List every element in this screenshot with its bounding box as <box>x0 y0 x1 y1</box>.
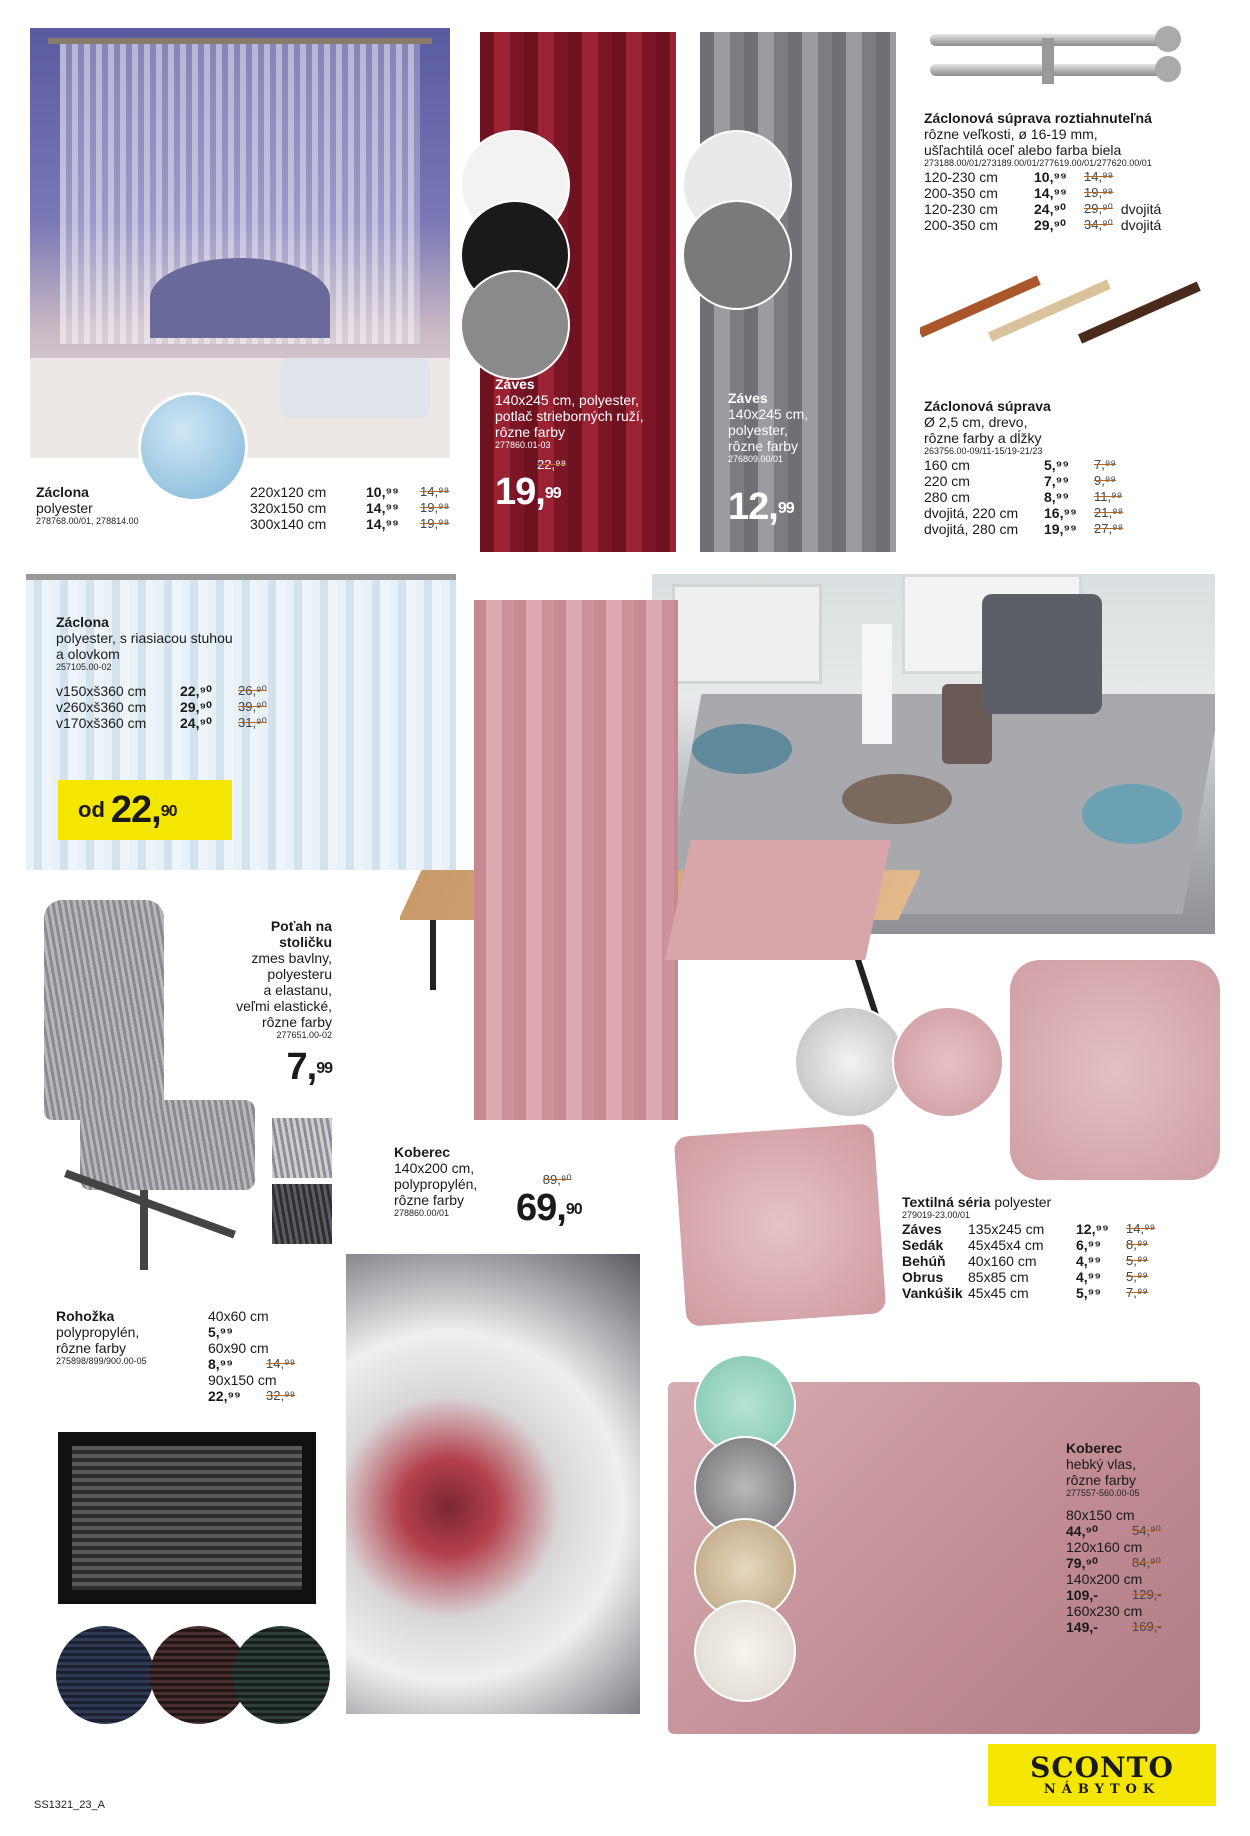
p1-price: 14,⁹⁹ <box>366 516 399 532</box>
p4-desc-2: ušľachtilá oceľ alebo farba biela <box>924 142 1122 158</box>
p6-size: v260xš360 cm <box>56 699 147 715</box>
p9-item-price: 12,⁹⁹ <box>1076 1221 1109 1237</box>
p7-line: rôzne farby <box>261 1014 332 1030</box>
p10-code: 275898/899/900.00-05 <box>56 1356 147 1366</box>
p10-size: 60x90 cm <box>208 1340 269 1356</box>
p5-price: 7,⁹⁹ <box>1044 473 1069 489</box>
curtain-lace-image <box>30 28 450 458</box>
p7-line: polyesteru <box>267 966 332 982</box>
p4-title: Záclonová súprava roztiahnuteľná <box>924 110 1152 126</box>
p3-info <box>728 390 808 527</box>
p5-desc-2: rôzne farby a dĺžky <box>924 430 1042 446</box>
p4-info <box>924 110 1161 233</box>
p4-price: 29,⁹⁰ <box>1034 217 1066 233</box>
p5-size: dvojitá, 280 cm <box>924 521 1019 537</box>
curtain-lace-swatch <box>138 392 248 502</box>
p6-price-big: 22,90 <box>110 789 177 831</box>
p9-code: 279019-23.00/01 <box>902 1210 971 1220</box>
p9-item-name: Behúň <box>902 1253 946 1269</box>
p5-price: 19,⁹⁹ <box>1044 521 1077 537</box>
p4-note: dvojitá <box>1120 201 1162 217</box>
sconto-sub: NÁBYTOK <box>1043 1781 1161 1797</box>
p11-size: 80x150 cm <box>1066 1507 1135 1523</box>
p4-old-price: 14,⁹⁹ <box>1084 169 1114 184</box>
p5-price: 5,⁹⁹ <box>1044 457 1069 473</box>
p1-size: 220x120 cm <box>250 484 327 500</box>
p1-price: 14,⁹⁹ <box>366 500 399 516</box>
p4-size: 200-350 cm <box>924 185 998 201</box>
p1-size: 320x150 cm <box>250 500 327 516</box>
p9-title-material: polyester <box>994 1194 1052 1210</box>
page-code: SS1321_23_A <box>34 1799 105 1811</box>
p8-price: 69,90 <box>516 1187 582 1229</box>
p6-size: v170xš360 cm <box>56 715 147 731</box>
p11-size: 120x160 cm <box>1066 1539 1143 1555</box>
p9-item-size: 45x45x4 cm <box>968 1237 1044 1253</box>
p10-size: 40x60 cm <box>208 1308 269 1324</box>
p5-desc-1: Ø 2,5 cm, drevo, <box>924 414 1028 430</box>
p7-code: 277651.00-02 <box>276 1030 332 1040</box>
p1-price: 10,⁹⁹ <box>366 484 399 500</box>
p8-title: Koberec <box>394 1144 451 1160</box>
rug-abstract-image <box>346 1254 640 1714</box>
p6-old-price: 39,⁹⁰ <box>238 699 267 714</box>
p4-price: 10,⁹⁹ <box>1034 169 1067 185</box>
p8-code: 278860.00/01 <box>394 1208 450 1218</box>
p5-old-price: 21,⁹⁹ <box>1094 505 1124 520</box>
p11-code: 277557-560.00-05 <box>1066 1488 1140 1498</box>
p9-title: Textilná séria <box>902 1194 991 1210</box>
p5-old-price: 11,⁹⁹ <box>1094 489 1123 504</box>
p5-size: dvojitá, 220 cm <box>924 505 1019 521</box>
p6-info <box>56 614 267 731</box>
p8-desc-3: rôzne farby <box>394 1192 465 1208</box>
chair-cover-swatch-light <box>272 1118 332 1178</box>
p2-code: 277860.01-03 <box>495 440 551 450</box>
p4-size: 200-350 cm <box>924 217 998 233</box>
seat-cushion-image <box>1010 960 1220 1180</box>
p9-item-price: 5,⁹⁹ <box>1076 1285 1101 1301</box>
p2-desc-1: 140x245 cm, polyester, <box>495 392 639 408</box>
pink-curtain-image <box>474 600 678 1120</box>
p7-title-2: stoličku <box>279 934 332 950</box>
p3-price: 12,99 <box>728 486 794 528</box>
p7-line: zmes bavlny, <box>251 950 332 966</box>
p11-old-price: 169,- <box>1132 1619 1162 1634</box>
p6-old-price: 26,⁹⁰ <box>238 683 267 698</box>
pattern-swatch-pink <box>892 1006 1004 1118</box>
p8-desc-1: 140x200 cm, <box>394 1160 475 1176</box>
p6-desc-1: polyester, s riasiacou stuhou <box>56 630 233 646</box>
p6-old-price: 31,⁹⁰ <box>238 715 267 730</box>
p3-desc-1: 140x245 cm, <box>728 406 809 422</box>
p11-size: 140x200 cm <box>1066 1571 1143 1587</box>
p4-old-price: 34,⁹⁰ <box>1084 217 1113 232</box>
p9-item-old: 14,⁹⁹ <box>1126 1221 1156 1236</box>
p9-item-size: 45x45 cm <box>968 1285 1029 1301</box>
p9-item-size: 40x160 cm <box>968 1253 1037 1269</box>
p11-desc-2: rôzne farby <box>1066 1472 1137 1488</box>
p3-code: 276809.00/01 <box>728 454 784 464</box>
p9-info <box>902 1194 1155 1301</box>
p5-price: 16,⁹⁹ <box>1044 505 1077 521</box>
p11-old-price: 54,⁹⁰ <box>1132 1523 1161 1538</box>
p4-price: 14,⁹⁹ <box>1034 185 1067 201</box>
p11-old-price: 84,⁹⁰ <box>1132 1555 1161 1570</box>
p7-line: veľmi elastické, <box>236 998 332 1014</box>
p7-line: a elastanu, <box>263 982 332 998</box>
p4-size: 120-230 cm <box>924 201 998 217</box>
p11-price: 149,- <box>1066 1619 1098 1635</box>
p8-info <box>394 1144 477 1219</box>
pillow-image <box>674 1123 887 1326</box>
p7-price: 7,99 <box>286 1046 332 1088</box>
p9-item-size: 135x245 cm <box>968 1221 1045 1237</box>
p2-info <box>495 376 644 512</box>
p10-desc-1: polypropylén, <box>56 1324 140 1340</box>
p9-item-name: Obrus <box>902 1269 944 1285</box>
p5-old-price: 9,⁹⁹ <box>1094 473 1116 488</box>
p8-desc-2: polypropylén, <box>394 1176 478 1192</box>
p6-desc-2: a olovkom <box>56 646 120 662</box>
p5-old-price: 27,⁹⁹ <box>1094 521 1124 536</box>
p1-title: Záclona <box>36 484 89 500</box>
p9-item-old: 5,⁹⁹ <box>1126 1269 1148 1284</box>
p10-price: 22,⁹⁹ <box>208 1388 241 1404</box>
p1-old-price: 19,⁹⁹ <box>420 516 450 531</box>
p7-info <box>230 918 332 1087</box>
p6-size: v150xš360 cm <box>56 683 147 699</box>
p5-size: 220 cm <box>924 473 970 489</box>
curtain-swatch-grey <box>460 270 570 380</box>
chair-cover-image <box>40 900 260 1280</box>
p9-item-name: Vankúšik <box>902 1285 963 1301</box>
p9-item-name: Záves <box>902 1221 942 1237</box>
p5-title: Záclonová súprava <box>924 398 1051 414</box>
p5-codes: 263756.00-09/11-15/19-21/23 <box>924 446 1043 456</box>
p11-desc-1: hebký vlas, <box>1066 1456 1137 1472</box>
p1-info <box>36 484 139 527</box>
p9-item-price: 4,⁹⁹ <box>1076 1253 1101 1269</box>
p11-old-price: 129,- <box>1132 1587 1162 1602</box>
curtain-swatch-grey <box>682 200 792 310</box>
p7-title-1: Poťah na <box>270 918 332 934</box>
p10-old-price: 14,⁹⁹ <box>266 1356 296 1371</box>
p11-price: 79,⁹⁰ <box>1066 1555 1098 1571</box>
p8-old-price: 89,⁹⁰ <box>542 1172 572 1187</box>
p11-price: 109,- <box>1066 1587 1098 1603</box>
p1-old-price: 19,⁹⁹ <box>420 500 450 515</box>
wooden-rod-image <box>920 270 1220 385</box>
p2-desc-2: potlač strieborných ruží, <box>495 408 644 424</box>
p1-material: polyester <box>36 500 93 516</box>
p11-price: 44,⁹⁰ <box>1066 1523 1098 1539</box>
p11-size: 160x230 cm <box>1066 1603 1143 1619</box>
chair-cover-swatch-dark <box>272 1184 332 1244</box>
p9-item-name: Sedák <box>902 1237 944 1253</box>
p11-info <box>1066 1440 1162 1635</box>
p10-price: 8,⁹⁹ <box>208 1356 233 1372</box>
p6-price: 22,⁹⁰ <box>180 683 212 699</box>
p9-item-old: 7,⁹⁹ <box>1126 1285 1148 1300</box>
p4-old-price: 19,⁹⁹ <box>1084 185 1114 200</box>
p9-item-price: 4,⁹⁹ <box>1076 1269 1101 1285</box>
p10-title: Rohožka <box>56 1308 115 1324</box>
p6-title: Záclona <box>56 614 109 630</box>
p10-old-price: 32,⁹⁹ <box>266 1388 296 1403</box>
p4-note: dvojitá <box>1120 217 1162 233</box>
p10-price-list <box>208 1308 295 1404</box>
p3-desc-2: polyester, <box>728 422 788 438</box>
p1-old-price: 14,⁹⁹ <box>420 484 450 499</box>
doormat-swatch-blue <box>56 1626 154 1724</box>
steel-rod-image <box>930 24 1220 84</box>
p9-item-old: 5,⁹⁹ <box>1126 1253 1148 1268</box>
doormat-image <box>58 1432 316 1604</box>
sconto-logo <box>988 1744 1216 1806</box>
p3-title: Záves <box>728 390 768 406</box>
p2-price: 19,99 <box>495 471 561 513</box>
p5-size: 280 cm <box>924 489 970 505</box>
tablecloth-image <box>665 840 891 960</box>
pattern-swatch-grey <box>794 1006 906 1118</box>
doormat-swatch-green <box>232 1626 330 1724</box>
p1-size: 300x140 cm <box>250 516 327 532</box>
p5-size: 160 cm <box>924 457 970 473</box>
p10-desc-2: rôzne farby <box>56 1340 127 1356</box>
p4-price: 24,⁹⁰ <box>1034 201 1066 217</box>
p6-from-label: od <box>78 797 105 822</box>
p11-title: Koberec <box>1066 1440 1123 1456</box>
p8-price-block <box>516 1172 582 1228</box>
p4-size: 120-230 cm <box>924 169 998 185</box>
p6-price: 29,⁹⁰ <box>180 699 212 715</box>
p10-info <box>56 1308 147 1367</box>
p4-old-price: 29,⁹⁰ <box>1084 201 1113 216</box>
p6-price-tag <box>58 780 232 840</box>
p1-price-list <box>250 484 449 532</box>
soft-rug-swatch-cream <box>694 1600 796 1702</box>
p2-old-price: 22,⁹⁹ <box>537 457 567 472</box>
p4-codes: 273188.00/01/273189.00/01/277619.00/01/277620.00/01 <box>924 158 1152 168</box>
p10-price: 5,⁹⁹ <box>208 1324 233 1340</box>
p4-desc-1: rôzne veľkosti, ø 16-19 mm, <box>924 126 1098 142</box>
p1-codes: 278768.00/01, 278814.00 <box>36 516 139 526</box>
sconto-brand: SCONTO <box>1030 1750 1174 1784</box>
p5-info <box>924 398 1123 537</box>
p5-price: 8,⁹⁹ <box>1044 489 1069 505</box>
p9-item-old: 8,⁹⁹ <box>1126 1237 1148 1252</box>
p3-desc-3: rôzne farby <box>728 438 799 454</box>
p2-title: Záves <box>495 376 535 392</box>
p5-old-price: 7,⁹⁹ <box>1094 457 1116 472</box>
p9-item-price: 6,⁹⁹ <box>1076 1237 1101 1253</box>
p9-item-size: 85x85 cm <box>968 1269 1029 1285</box>
p6-code: 257105.00-02 <box>56 662 112 672</box>
p6-price: 24,⁹⁰ <box>180 715 212 731</box>
p2-desc-3: rôzne farby <box>495 424 566 440</box>
p10-size: 90x150 cm <box>208 1372 277 1388</box>
